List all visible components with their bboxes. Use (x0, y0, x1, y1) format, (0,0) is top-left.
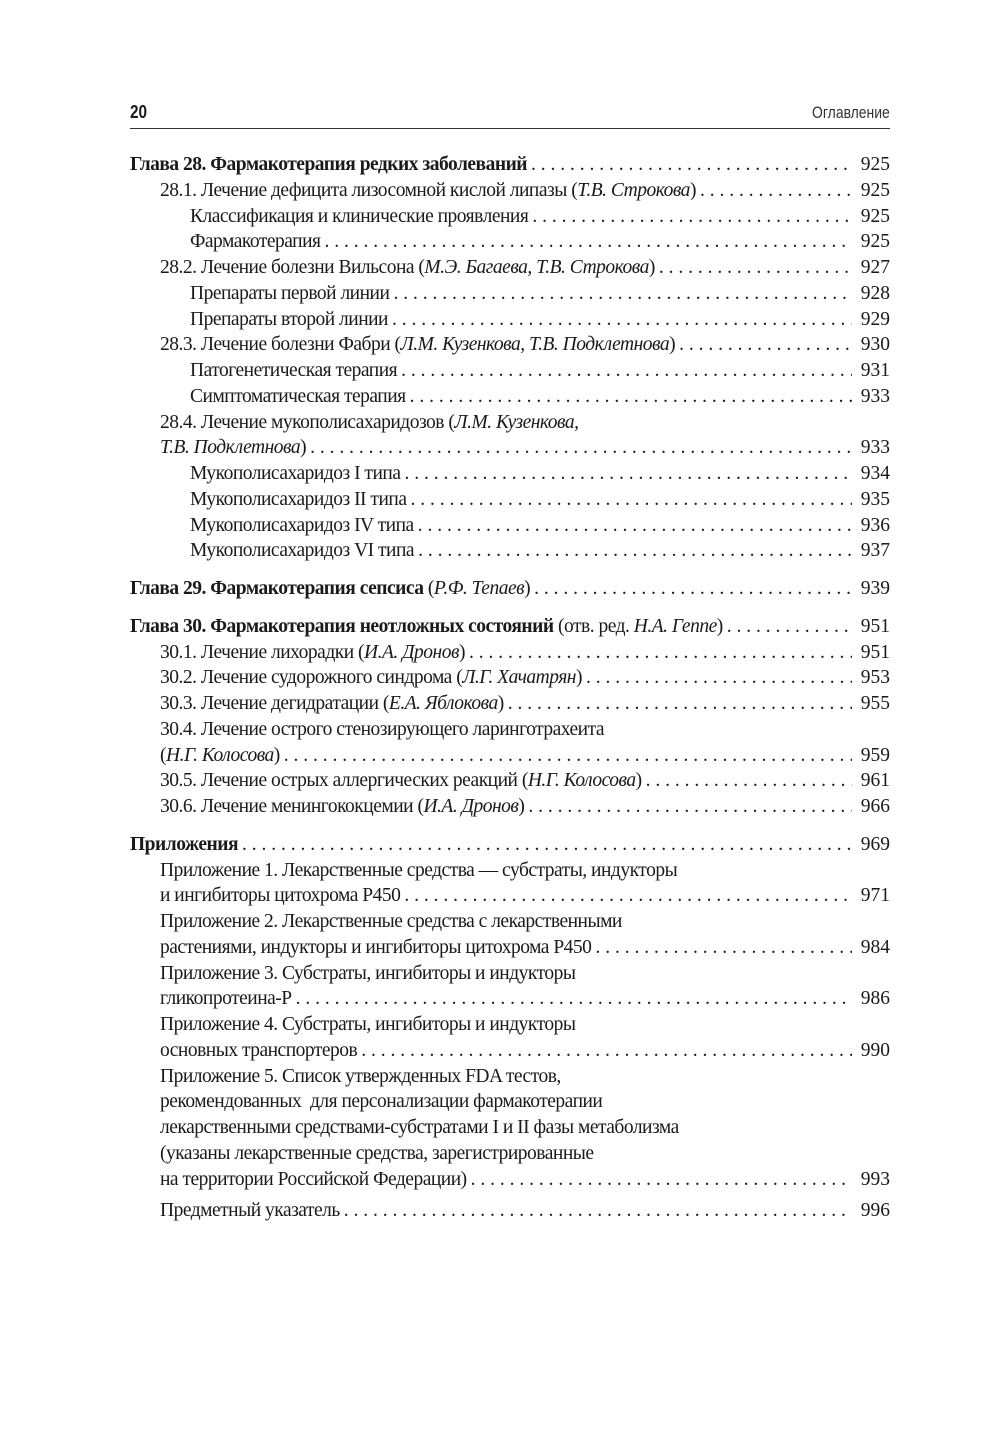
entry-page-number: 951 (860, 615, 890, 637)
entry-author: Е.А. Яблокова (388, 693, 498, 714)
entry-page-number: 930 (860, 334, 890, 356)
dot-leader (700, 178, 852, 204)
dot-leader (296, 986, 852, 1012)
entry-page-number: 986 (860, 988, 890, 1010)
toc-entry (130, 1167, 890, 1193)
entry-title: ( (423, 578, 434, 599)
entry-title: 30.1. Лечение лихорадки ( (160, 641, 365, 663)
entry-title: 28.1. Лечение дефицита лизосомной кислой липазы ( (160, 179, 578, 201)
entry-title: ) (300, 437, 307, 459)
entry-page-number: 928 (860, 282, 890, 304)
toc-entry (130, 614, 890, 640)
toc-entry (130, 178, 890, 204)
toc-entry (130, 152, 890, 178)
toc-entry (130, 204, 890, 230)
dot-leader (410, 384, 852, 410)
toc-section (130, 614, 890, 820)
toc-entry (130, 332, 890, 358)
entry-title: и ингибиторы цитохрома Р450 (160, 885, 401, 907)
entry-title: 30.3. Лечение дегидратации ( (160, 693, 389, 714)
entry-page-number: 933 (860, 385, 890, 407)
entry-title: 30.5. Лечение острых аллергических реакций ( (160, 770, 528, 792)
entry-title: ) (648, 257, 655, 278)
entry-page-number: 937 (860, 540, 890, 562)
toc-entry (130, 410, 890, 436)
entry-title: ) (689, 179, 696, 201)
entry-page-number: 925 (860, 205, 890, 227)
toc-entry (130, 1089, 890, 1115)
entry-author: Р.Ф. Тепаев (433, 578, 525, 599)
toc-entry (130, 858, 890, 884)
dot-leader (410, 487, 852, 513)
dot-leader (393, 281, 852, 307)
entry-title: 30.2. Лечение судорожного синдрома ( (160, 667, 463, 689)
toc-section (130, 576, 890, 602)
entry-title: Классификация и клинические проявления (190, 205, 529, 227)
entry-title: Приложения (130, 833, 239, 855)
dot-leader (284, 743, 852, 769)
entry-title: растениями, индукторы и ингибиторы цитохрома Р450 (160, 936, 592, 958)
toc-entry (130, 229, 890, 255)
entry-title: рекомендованных для персонализации фармакотерапии (160, 1091, 603, 1113)
toc-section (130, 832, 890, 1193)
entry-title: Приложение 3. Субстраты, ингибиторы и индукторы (160, 962, 576, 984)
toc-entry (130, 961, 890, 987)
toc-section (130, 1198, 890, 1224)
entry-page-number: 925 (860, 179, 890, 201)
entry-author: Т.В. Подклетнова (160, 437, 301, 459)
entry-author: Н.Г. Колосова (527, 770, 636, 792)
entry-title: (указаны лекарственные средства, зарегистрированные (160, 1142, 594, 1164)
toc-entry (130, 1038, 890, 1064)
toc-entry (130, 794, 890, 820)
entry-page-number: 939 (860, 578, 890, 599)
entry-title: Приложение 5. Список утвержденных FDA тестов, (160, 1065, 561, 1087)
entry-page-number: 925 (860, 231, 890, 253)
entry-page-number: 959 (860, 744, 890, 766)
entry-author: Н.А. Геппе (633, 615, 717, 637)
entry-title: ( (160, 744, 166, 766)
toc-entry (130, 1141, 890, 1167)
entry-title: Патогенетическая терапия (190, 360, 398, 381)
dot-leader (242, 832, 852, 858)
page-number: 20 (130, 102, 148, 122)
entry-title: Предметный указатель (160, 1200, 340, 1222)
entry-title: ) (635, 770, 642, 792)
toc-entry (130, 461, 890, 487)
entry-title: лекарственными средствами-субстратами I и II фазы метаболизма (160, 1117, 679, 1138)
toc-entry (130, 665, 890, 691)
entry-title: ) (273, 744, 280, 766)
toc-entry (130, 358, 890, 384)
entry-title: Приложение 1. Лекарственные средства — субстраты, индукторы (160, 859, 678, 881)
toc-entry (130, 1012, 890, 1038)
running-header (130, 102, 890, 129)
dot-leader (679, 332, 852, 358)
toc-entry (130, 487, 890, 513)
entry-author: Л.Г. Хачатрян (462, 667, 576, 689)
entry-title: 30.4. Лечение острого стенозирующего ларинготрахеита (160, 718, 605, 740)
entry-title: Мукополисахаридоз II типа (190, 488, 407, 510)
toc-entry (130, 743, 890, 769)
entry-title: Препараты первой линии (190, 282, 390, 304)
dot-leader (532, 204, 852, 230)
dot-leader (404, 883, 852, 909)
entry-page-number: 966 (860, 796, 890, 817)
dot-leader (528, 794, 852, 820)
entry-title: 30.6. Лечение менингококцемии ( (160, 796, 424, 817)
toc-entry (130, 307, 890, 333)
dot-leader (471, 1167, 852, 1193)
toc-entry (130, 768, 890, 794)
entry-author: Л.М. Кузенкова, (454, 411, 579, 433)
dot-leader (325, 229, 852, 255)
dot-leader (361, 1038, 852, 1064)
toc-entry (130, 640, 890, 666)
entry-title: ) (716, 615, 723, 637)
table-of-contents (130, 152, 890, 1224)
entry-page-number: 996 (860, 1200, 890, 1222)
toc-entry (130, 883, 890, 909)
toc-entry (130, 986, 890, 1012)
entry-page-number: 993 (860, 1168, 890, 1190)
entry-title: ) (518, 796, 525, 817)
entry-title: Препараты второй линии (190, 308, 388, 330)
toc-entry (130, 255, 890, 281)
toc-entry (130, 832, 890, 858)
dot-leader (392, 307, 852, 333)
entry-author: Н.Г. Колосова (166, 744, 274, 766)
dot-leader (534, 576, 852, 602)
toc-entry (130, 384, 890, 410)
entry-title: (отв. ред. (553, 615, 634, 637)
dot-leader (344, 1198, 852, 1224)
dot-leader (469, 640, 852, 666)
dot-leader (659, 255, 852, 281)
toc-entry (130, 538, 890, 564)
toc-entry (130, 691, 890, 717)
entry-page-number: 969 (860, 833, 890, 855)
entry-page-number: 934 (860, 463, 890, 484)
entry-page-number: 955 (860, 693, 890, 714)
entry-author: М.Э. Багаева, Т.В. Строкова (424, 257, 649, 278)
entry-author: Т.В. Строкова (577, 179, 690, 201)
dot-leader (404, 461, 852, 487)
dot-leader (646, 768, 852, 794)
toc-entry (130, 281, 890, 307)
entry-page-number: 953 (860, 667, 890, 689)
entry-title: Мукополисахаридоз IV типа (190, 514, 414, 536)
running-title: Оглавление (812, 103, 890, 122)
entry-page-number: 951 (860, 641, 890, 663)
entry-page-number: 984 (860, 936, 890, 958)
entry-page-number: 929 (860, 308, 890, 330)
entry-author: И.А. Дронов (364, 641, 459, 663)
dot-leader (727, 614, 852, 640)
entry-title: ) (497, 693, 504, 714)
entry-title: Симптоматическая терапия (190, 385, 406, 407)
entry-page-number: 971 (860, 885, 890, 907)
toc-entry (130, 435, 890, 461)
entry-page-number: 931 (860, 360, 890, 381)
dot-leader (310, 435, 852, 461)
entry-title: Приложение 4. Субстраты, ингибиторы и индукторы (160, 1014, 576, 1035)
toc-entry (130, 1064, 890, 1090)
entry-author: Л.М. Кузенкова, Т.В. Подклетнова (400, 334, 670, 356)
entry-title: Мукополисахаридоз VI типа (190, 540, 415, 562)
entry-title: Глава 28. Фармакотерапия редких заболеваний (130, 154, 528, 175)
entry-title: 28.2. Лечение болезни Вильсона ( (160, 257, 425, 278)
entry-title: Мукополисахаридоз I типа (190, 463, 401, 484)
dot-leader (418, 538, 852, 564)
entry-title: ) (575, 667, 582, 689)
entry-title: 28.4. Лечение мукополисахаридозов ( (160, 411, 455, 433)
entry-title: ) (669, 334, 676, 356)
toc-section (130, 152, 890, 564)
entry-title: Глава 30. Фармакотерапия неотложных состояний (130, 615, 554, 637)
entry-page-number: 936 (860, 514, 890, 536)
toc-entry (130, 717, 890, 743)
entry-title: Приложение 2. Лекарственные средства с лекарственными (160, 911, 622, 932)
entry-title: гликопротеина-Р (160, 988, 292, 1010)
toc-entry (130, 909, 890, 935)
toc-entry (130, 1115, 890, 1141)
toc-entry (130, 935, 890, 961)
toc-entry (130, 576, 890, 602)
entry-title: Фармакотерапия (190, 231, 321, 253)
entry-title: Глава 29. Фармакотерапия сепсиса (130, 578, 424, 599)
dot-leader (586, 665, 852, 691)
toc-entry (130, 513, 890, 539)
dot-leader (401, 358, 852, 384)
entry-page-number: 935 (860, 488, 890, 510)
entry-page-number: 927 (860, 257, 890, 278)
entry-title: 28.3. Лечение болезни Фабри ( (160, 334, 401, 356)
entry-page-number: 933 (860, 437, 890, 459)
entry-page-number: 961 (860, 770, 890, 792)
entry-page-number: 990 (860, 1039, 890, 1061)
dot-leader (418, 513, 852, 539)
entry-title: ) (524, 578, 531, 599)
dot-leader (595, 935, 852, 961)
entry-author: И.А. Дронов (423, 796, 519, 817)
entry-title: ) (458, 641, 465, 663)
dot-leader (531, 152, 852, 178)
entry-page-number: 925 (860, 154, 890, 175)
toc-entry (130, 1198, 890, 1224)
dot-leader (508, 691, 852, 717)
entry-title: на территории Российской Федерации) (160, 1168, 467, 1190)
entry-title: основных транспортеров (160, 1039, 358, 1061)
